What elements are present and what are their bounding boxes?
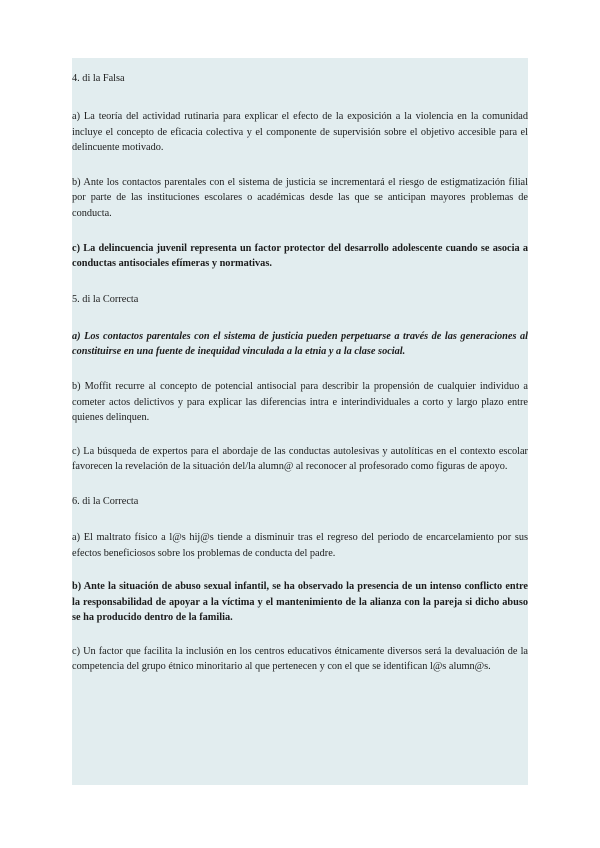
question-title: 6. di la Correcta — [72, 495, 139, 507]
answer-option: c) Un factor que facilita la inclusión en los centros educativos étnicamente diversos será la devaluación de la competencia del grupo étnico minoritario al que pertenecen y con el que se identifican l@s alumn@s. — [72, 645, 528, 673]
answer-option: a) El maltrato físico a l@s hij@s tiende a disminuir tras el regreso del periodo de encarcelamiento por sus efectos beneficiosos sobre los problemas de conducta del padre. — [72, 531, 528, 559]
answer-option: b) Moffit recurre al concepto de potencial antisocial para describir la propensión de cualquier individuo a cometer actos delictivos y para explicar las diferencias intra e interindividuales a corto y largo plazo entre quienes delinquen. — [72, 380, 528, 424]
answer-option: a) La teoría del actividad rutinaria para explicar el efecto de la exposición a la violencia en la comunidad incluye el concepto de eficacia colectiva y el componente de supervisión sobre el objetivo accesible para el delincuente motivado. — [72, 111, 528, 154]
question-title: 5. di la Correcta — [72, 293, 139, 305]
answer-option-highlighted: a) Los contactos parentales con el sistema de justicia pueden perpetuarse a través de las generaciones al constituirse en una fuente de inequidad vinculada a la etnia y a la clase social. — [72, 330, 528, 358]
question-title: 4. di la Falsa — [72, 73, 125, 84]
answer-option-highlighted: c) La delincuencia juvenil representa un factor protector del desarrollo adolescente cuando se asocia a conductas antisociales efímeras y normativas. — [72, 242, 528, 270]
answer-option: b) Ante los contactos parentales con el sistema de justicia se incrementará el riesgo de estigmatización filial por parte de las instituciones escolares o académicas desde las que se anticipan mayores problemas de conducta. — [72, 176, 528, 219]
question-list — [72, 72, 528, 675]
answer-option-highlighted: b) Ante la situación de abuso sexual infantil, se ha observado la presencia de un intenso conflicto entre la responsabilidad de apoyar a la víctima y el mantenimiento de la alianza con la pareja si dicho abuso se ha producido dentro de la familia. — [72, 581, 528, 624]
answer-option: c) La búsqueda de expertos para el abordaje de las conductas autolesivas y autolíticas en el contexto escolar favorecen la revelación de la situación del/la alumn@ al reconocer al profesorado como figuras de apoyo. — [72, 445, 528, 473]
